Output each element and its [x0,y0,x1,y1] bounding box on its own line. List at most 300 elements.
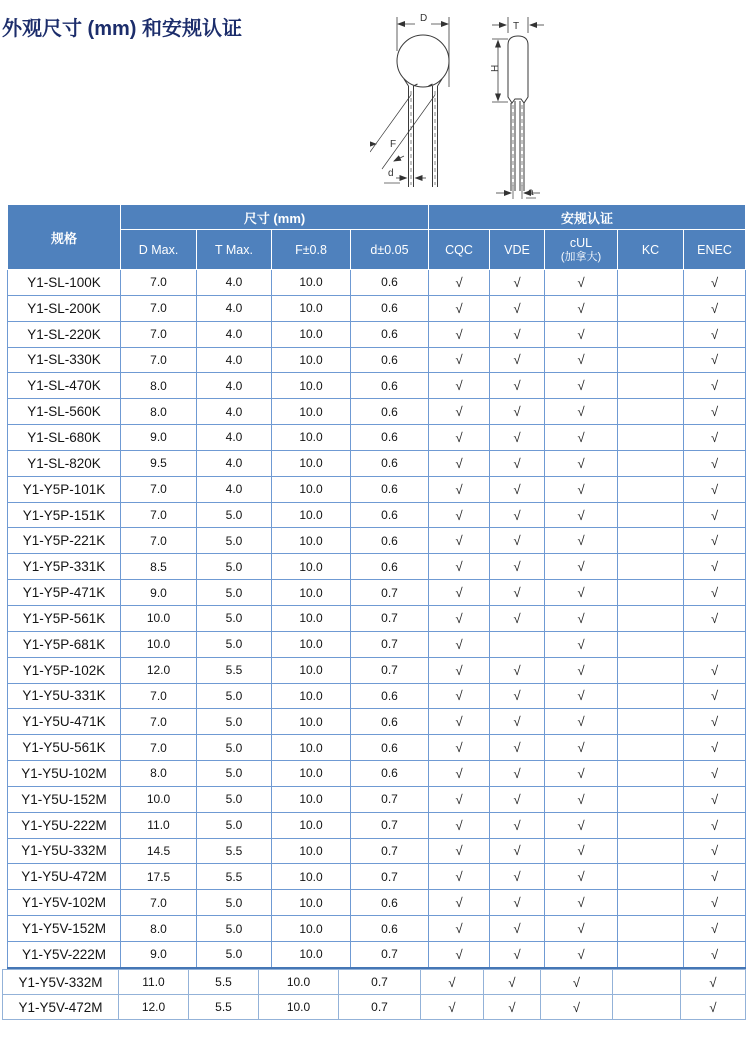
vde-cell [490,683,545,709]
kc-cell [618,502,684,528]
checkmark: √ [577,455,585,471]
checkmark: √ [709,974,717,990]
t-max-cell: 5.0 [197,812,272,838]
checkmark: √ [455,326,463,342]
table-row [3,970,746,995]
d-max-cell: 9.0 [121,425,197,451]
vde-cell [484,970,541,995]
checkmark: √ [709,999,717,1015]
checkmark: √ [710,921,719,937]
checkmark: √ [577,662,585,678]
checkmark: √ [513,610,521,626]
vde-cell [490,761,545,787]
cul-cell [545,916,618,942]
table-row [8,502,746,528]
table-row [8,528,746,554]
f-cell: 10.0 [272,476,351,502]
f-cell: 10.0 [272,916,351,942]
spec-cell: Y1-Y5V-332M [3,970,119,995]
table-row [8,786,746,812]
d-max-cell: 8.0 [121,373,197,399]
checkmark: √ [455,817,463,833]
f-cell: 10.0 [272,321,351,347]
table-row [8,425,746,451]
kc-cell [618,761,684,787]
checkmark: √ [577,610,585,626]
t-max-cell: 5.0 [197,735,272,761]
dd-cell: 0.7 [351,864,429,890]
d-max-cell: 10.0 [121,605,197,631]
f-cell: 10.0 [272,502,351,528]
checkmark: √ [455,662,463,678]
vde-cell [490,399,545,425]
checkmark: √ [455,843,463,859]
kc-cell [618,476,684,502]
f-cell: 10.0 [272,761,351,787]
spec-cell: Y1-Y5P-561K [8,605,121,631]
spec-cert-table [7,204,746,969]
checkmark: √ [455,765,463,781]
enec-cell [684,580,746,606]
f-cell: 10.0 [272,554,351,580]
d-max-cell: 7.0 [121,735,197,761]
kc-cell [618,941,684,967]
cqc-cell [429,450,490,476]
t-max-cell: 5.0 [197,605,272,631]
checkmark: √ [577,352,585,368]
checkmark: √ [710,585,719,601]
spec-cell: Y1-Y5P-681K [8,631,121,657]
checkmark: √ [455,300,463,316]
d-max-cell: 10.0 [121,786,197,812]
kc-cell [618,709,684,735]
table-row [3,995,746,1020]
f-cell: 10.0 [272,347,351,373]
f-cell: 10.0 [272,864,351,890]
dd-cell: 0.6 [351,476,429,502]
checkmark: √ [513,714,521,730]
kc-cell [618,425,684,451]
d-max-cell: 12.0 [121,657,197,683]
cul-cell [545,554,618,580]
column-header-vde: VDE [490,230,545,270]
t-max-cell: 5.0 [197,916,272,942]
front-view-drawing [370,17,449,187]
checkmark: √ [577,817,585,833]
cqc-cell [429,373,490,399]
checkmark: √ [710,714,719,730]
enec-cell [684,812,746,838]
cul-cell [545,735,618,761]
dd-cell: 0.7 [351,631,429,657]
cqc-cell [429,761,490,787]
dd-cell: 0.6 [351,683,429,709]
checkmark: √ [455,791,463,807]
cqc-cell [429,580,490,606]
vde-cell [490,812,545,838]
cqc-cell [429,502,490,528]
kc-cell [618,605,684,631]
checkmark: √ [455,404,463,420]
f-cell: 10.0 [272,605,351,631]
cqc-cell [429,425,490,451]
t-max-cell: 4.0 [197,270,272,296]
column-header-cqc: CQC [429,230,490,270]
d-max-cell: 7.0 [121,683,197,709]
f-cell: 10.0 [259,970,339,995]
checkmark: √ [513,300,521,316]
enec-cell [684,270,746,296]
f-cell: 10.0 [272,709,351,735]
t-max-cell: 5.0 [197,683,272,709]
vde-cell [490,502,545,528]
cul-cell [545,657,618,683]
enec-cell [684,941,746,967]
table-row [8,605,746,631]
checkmark: √ [710,455,719,471]
cqc-cell [421,970,484,995]
cul-cell [545,605,618,631]
checkmark: √ [455,714,463,730]
checkmark: √ [455,533,463,549]
enec-cell [684,657,746,683]
t-max-cell: 5.0 [197,631,272,657]
column-group-dimensions: 尺寸 (mm) [121,205,429,230]
vde-cell [490,605,545,631]
d-max-cell: 7.0 [121,270,197,296]
column-header-kc: KC [618,230,684,270]
dd-cell: 0.7 [351,941,429,967]
f-cell: 10.0 [272,399,351,425]
cul-cell [545,321,618,347]
dd-cell: 0.7 [351,657,429,683]
spec-cell: Y1-SL-820K [8,450,121,476]
enec-cell [684,838,746,864]
checkmark: √ [710,946,719,962]
t-max-cell: 4.0 [197,295,272,321]
checkmark: √ [513,326,521,342]
d-max-cell: 9.0 [121,941,197,967]
spec-cell: Y1-Y5P-151K [8,502,121,528]
checkmark: √ [508,999,516,1015]
vde-cell [490,347,545,373]
column-header-spec: 规格 [8,205,121,270]
cul-cell [545,941,618,967]
table-row [8,554,746,580]
cqc-cell [429,812,490,838]
spec-cell: Y1-SL-470K [8,373,121,399]
checkmark: √ [577,378,585,394]
t-max-cell: 4.0 [197,450,272,476]
dim-label-F: F [390,139,397,150]
cul-cell [545,761,618,787]
checkmark: √ [710,429,719,445]
checkmark: √ [577,429,585,445]
vde-cell [490,941,545,967]
cul-cell [545,373,618,399]
dd-cell: 0.6 [351,450,429,476]
side-view-drawing [492,17,544,199]
enec-cell [681,970,746,995]
f-cell: 10.0 [272,786,351,812]
checkmark: √ [455,610,463,626]
cul-main-label: cUL [569,236,593,250]
f-cell: 10.0 [272,812,351,838]
spec-cell: Y1-Y5U-331K [8,683,121,709]
d-max-cell: 7.0 [121,502,197,528]
table-row [8,580,746,606]
checkmark: √ [577,921,585,937]
kc-cell [618,373,684,399]
checkmark: √ [455,869,463,885]
vde-cell [490,373,545,399]
checkmark: √ [577,869,585,885]
t-max-cell: 5.0 [197,709,272,735]
cul-cell [541,970,613,995]
spec-cell: Y1-SL-560K [8,399,121,425]
kc-cell [613,970,681,995]
enec-cell [684,476,746,502]
checkmark: √ [572,974,581,990]
enec-cell [684,864,746,890]
f-cell: 10.0 [272,373,351,399]
table-row [8,295,746,321]
column-header-t-max: T Max. [197,230,272,270]
checkmark: √ [513,895,521,911]
dd-cell: 0.6 [351,295,429,321]
vde-cell [490,864,545,890]
checkmark: √ [455,688,463,704]
f-cell: 10.0 [272,735,351,761]
spec-cell: Y1-Y5U-561K [8,735,121,761]
checkmark: √ [710,352,719,368]
checkmark: √ [577,688,585,704]
checkmark: √ [577,740,585,756]
checkmark: √ [513,869,521,885]
cul-cell [545,580,618,606]
d-max-cell: 7.0 [121,890,197,916]
f-cell: 10.0 [272,528,351,554]
d-max-cell: 10.0 [121,631,197,657]
enec-cell [684,502,746,528]
vde-cell [490,476,545,502]
cqc-cell [429,270,490,296]
dd-cell: 0.7 [351,812,429,838]
t-max-cell: 5.5 [197,657,272,683]
f-cell: 10.0 [272,270,351,296]
spec-cell: Y1-SL-680K [8,425,121,451]
t-max-cell: 5.0 [197,941,272,967]
checkmark: √ [710,274,719,290]
checkmark: √ [577,946,585,962]
dim-label-T: T [513,21,520,32]
column-group-certifications: 安规认证 [429,205,746,230]
cul-cell [545,295,618,321]
checkmark: √ [710,765,719,781]
cqc-cell [429,347,490,373]
checkmark: √ [455,455,463,471]
spec-cell: Y1-Y5V-152M [8,916,121,942]
checkmark: √ [513,533,521,549]
spec-cell: Y1-Y5U-472M [8,864,121,890]
vde-cell [490,295,545,321]
vde-cell [490,735,545,761]
checkmark: √ [577,585,585,601]
checkmark: √ [513,455,521,471]
t-max-cell: 5.0 [197,528,272,554]
checkmark: √ [710,895,719,911]
table-row [8,812,746,838]
spec-cell: Y1-Y5U-152M [8,786,121,812]
checkmark: √ [710,791,719,807]
table-row [8,347,746,373]
column-header-f: F±0.8 [272,230,351,270]
cul-cell [545,812,618,838]
table-row [8,683,746,709]
enec-cell [681,995,746,1020]
dd-cell: 0.6 [351,709,429,735]
t-max-cell: 5.0 [197,786,272,812]
kc-cell [618,270,684,296]
enec-cell [684,347,746,373]
cqc-cell [429,657,490,683]
spec-cell: Y1-Y5V-222M [8,941,121,967]
checkmark: √ [577,507,585,523]
checkmark: √ [710,378,719,394]
spec-cell: Y1-Y5P-331K [8,554,121,580]
vde-cell [490,786,545,812]
checkmark: √ [710,740,719,756]
checkmark: √ [513,507,521,523]
enec-cell [684,735,746,761]
checkmark: √ [513,662,521,678]
enec-cell [684,321,746,347]
f-cell: 10.0 [272,580,351,606]
dd-cell: 0.6 [351,270,429,296]
cqc-cell [429,554,490,580]
cul-cell [545,476,618,502]
dd-cell: 0.6 [351,347,429,373]
t-max-cell: 5.0 [197,580,272,606]
checkmark: √ [513,585,521,601]
table-row [8,890,746,916]
t-max-cell: 5.0 [197,761,272,787]
checkmark: √ [710,817,719,833]
cqc-cell [429,786,490,812]
enec-cell [684,890,746,916]
checkmark: √ [508,974,516,990]
f-cell: 10.0 [272,295,351,321]
header-group-row [8,205,746,230]
enec-cell [684,605,746,631]
enec-cell [684,916,746,942]
t-max-cell: 5.5 [189,970,259,995]
kc-cell [618,786,684,812]
table-row [8,838,746,864]
checkmark: √ [577,274,585,290]
checkmark: √ [577,895,585,911]
cul-cell [545,890,618,916]
f-cell: 10.0 [272,683,351,709]
kc-cell [618,683,684,709]
spec-cell: Y1-Y5U-102M [8,761,121,787]
t-max-cell: 4.0 [197,321,272,347]
dd-cell: 0.6 [351,554,429,580]
checkmark: √ [513,946,521,962]
checkmark: √ [448,999,456,1015]
table-row [8,657,746,683]
kc-cell [618,450,684,476]
kc-cell [618,864,684,890]
vde-cell [490,631,545,657]
cul-cell [545,838,618,864]
checkmark: √ [513,481,521,497]
checkmark: √ [513,765,521,781]
checkmark: √ [710,688,719,704]
checkmark: √ [455,585,463,601]
spec-cell: Y1-SL-330K [8,347,121,373]
kc-cell [618,295,684,321]
checkmark: √ [513,817,521,833]
t-max-cell: 4.0 [197,347,272,373]
spec-cell: Y1-Y5P-101K [8,476,121,502]
dd-cell: 0.7 [351,838,429,864]
checkmark: √ [513,740,521,756]
checkmark: √ [710,559,719,575]
checkmark: √ [577,326,585,342]
checkmark: √ [710,869,719,885]
cqc-cell [429,735,490,761]
enec-cell [684,295,746,321]
d-max-cell: 7.0 [121,709,197,735]
dd-cell: 0.6 [351,425,429,451]
table-row [8,631,746,657]
kc-cell [618,528,684,554]
kc-cell [618,657,684,683]
vde-cell [490,528,545,554]
checkmark: √ [710,533,719,549]
vde-cell [484,995,541,1020]
t-max-cell: 5.5 [197,864,272,890]
f-cell: 10.0 [272,450,351,476]
cqc-cell [429,683,490,709]
dim-label-D: D [420,13,428,24]
checkmark: √ [455,921,463,937]
table-row [8,476,746,502]
table-row [8,373,746,399]
vde-cell [490,270,545,296]
column-header-enec: ENEC [684,230,746,270]
d-max-cell: 14.5 [121,838,197,864]
d-max-cell: 12.0 [119,995,189,1020]
table-row [8,735,746,761]
checkmark: √ [577,533,585,549]
cqc-cell [429,864,490,890]
checkmark: √ [513,404,521,420]
table-row [8,916,746,942]
spec-cell: Y1-Y5P-471K [8,580,121,606]
checkmark: √ [710,481,719,497]
checkmark: √ [455,895,463,911]
cul-sub-label: (加拿大) [560,251,602,263]
kc-cell [618,399,684,425]
checkmark: √ [710,610,719,626]
kc-cell [618,321,684,347]
t-max-cell: 5.0 [197,890,272,916]
checkmark: √ [455,481,463,497]
enec-cell [684,683,746,709]
checkmark: √ [577,559,585,575]
